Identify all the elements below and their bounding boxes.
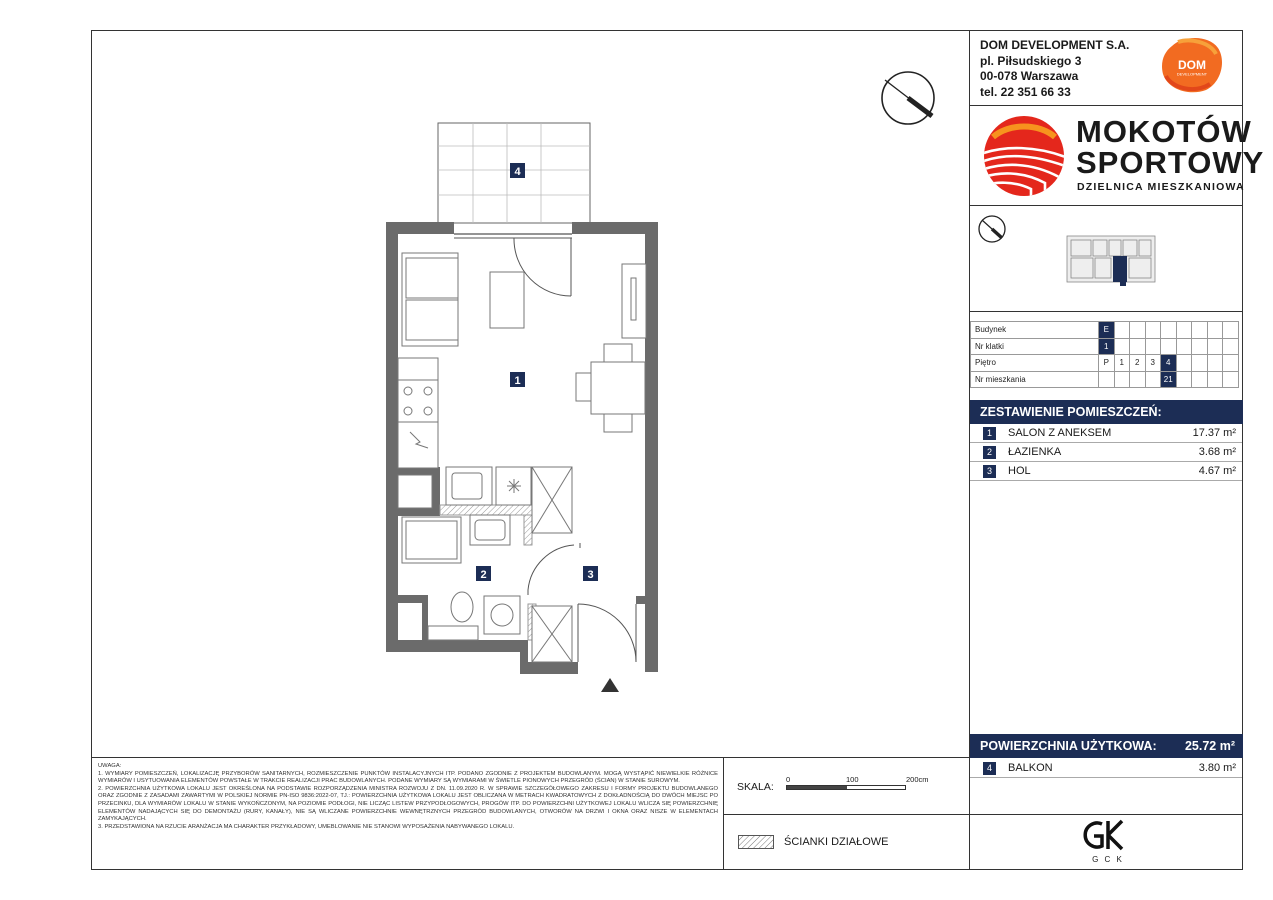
divider xyxy=(969,105,1243,106)
info-cell xyxy=(1192,322,1208,339)
info-cell xyxy=(1130,371,1146,388)
compass-icon xyxy=(882,72,934,124)
info-cell xyxy=(1130,322,1146,339)
room-number: 3 xyxy=(983,465,996,478)
compass-icon-small xyxy=(976,213,1008,245)
usable-area-label: POWIERZCHNIA UŻYTKOWA: xyxy=(980,739,1157,753)
info-cell xyxy=(1176,338,1192,355)
info-cell xyxy=(1114,338,1130,355)
logo-subtext: DEVELOPMENT xyxy=(1176,71,1208,77)
info-cell xyxy=(1114,371,1130,388)
plan-label-balcony: 4 xyxy=(514,166,521,178)
cabinet xyxy=(398,475,432,508)
info-cell xyxy=(1176,322,1192,339)
divider xyxy=(969,205,1243,206)
location-table xyxy=(970,321,1239,388)
room-number: 4 xyxy=(983,762,996,775)
project-title xyxy=(1076,116,1264,178)
info-cell xyxy=(1176,371,1192,388)
scale-tick: 200cm xyxy=(906,775,929,784)
info-cell xyxy=(1145,338,1161,355)
scale-bar xyxy=(786,785,906,790)
usable-area-value: 25.72 m² xyxy=(1184,739,1235,753)
partition-wall xyxy=(524,515,532,545)
scale-tick: 100 xyxy=(846,775,859,784)
info-cell: E xyxy=(1099,322,1115,339)
coffee-table xyxy=(490,272,524,328)
room-row xyxy=(970,444,1242,462)
room-name: SALON Z ANEKSEM xyxy=(1008,427,1112,439)
room-area: 3.68 m² xyxy=(1198,446,1236,458)
entrance-marker xyxy=(601,678,619,692)
info-row xyxy=(971,355,1239,372)
room-area: 3.80 m² xyxy=(1198,762,1236,774)
room-name: ŁAZIENKA xyxy=(1008,446,1062,458)
info-cell xyxy=(1161,322,1177,339)
info-cell xyxy=(1192,371,1208,388)
rooms-header: ZESTAWIENIE POMIESZCZEŃ: xyxy=(970,400,1243,424)
room-name: BALKON xyxy=(1008,762,1053,774)
plan-label-bathroom: 2 xyxy=(480,569,487,581)
info-cell xyxy=(1207,338,1223,355)
company-name: DOM DEVELOPMENT S.A. xyxy=(980,38,1130,52)
note-item: 1. WYMIARY POMIESZCZEŃ, LOKALIZACJĘ PRZYBORÓW SANITARNYCH, ROZMIESZCZENIE PUNKTÓW INSTALACYJNYCH ITP. PODANO ZGODNIE Z PROJEKTEM BUDOWLANYM. MOGĄ WYSTĄPIĆ NIEWIELKIE RÓŻNICE WYMIARÓW I USYTUOWANIA ELEMENTÓW POWSTAŁE W TRAKCIE REALIZACJI PRAC BUDOWLANYCH. PODANE WYMIARY SĄ WYMIARAMI W ŚWIETLE PIONOWYCH PRZEGRÓD (ŚCIAN) W STANIE SUROWYM. xyxy=(98,770,718,785)
dining-table xyxy=(576,344,645,432)
info-label: Budynek xyxy=(971,322,1099,339)
room-number: 1 xyxy=(983,427,996,440)
logo-text: DOM xyxy=(1178,58,1206,72)
plan-label-living: 1 xyxy=(514,375,521,387)
info-cell: 1 xyxy=(1099,338,1115,355)
project-subtitle: DZIELNICA MIESZKANIOWA xyxy=(1077,181,1245,193)
info-row xyxy=(971,322,1239,339)
info-cell: 3 xyxy=(1145,355,1161,372)
info-row xyxy=(971,371,1239,388)
info-cell xyxy=(1192,355,1208,372)
notes-title: UWAGA: xyxy=(98,763,122,769)
info-cell xyxy=(1207,371,1223,388)
bathroom-door xyxy=(528,543,580,595)
dom-development-logo xyxy=(1160,36,1224,94)
info-label: Nr klatki xyxy=(971,338,1099,355)
info-cell xyxy=(1099,371,1115,388)
company-city: 00-078 Warszawa xyxy=(980,69,1079,83)
company-phone: tel. 22 351 66 33 xyxy=(980,84,1071,99)
info-label: Piętro xyxy=(971,355,1099,372)
info-label: Nr mieszkania xyxy=(971,371,1099,388)
divider xyxy=(969,814,1243,815)
company-info xyxy=(980,38,1129,100)
room-row xyxy=(970,425,1242,443)
mokotow-sportowy-logo xyxy=(983,115,1067,197)
company-street: pl. Piłsudskiego 3 xyxy=(980,53,1082,68)
plan-label-hall: 3 xyxy=(587,569,594,581)
scale-tick: 0 xyxy=(786,775,791,784)
legend-label: ŚCIANKI DZIAŁOWE xyxy=(784,836,889,848)
sofa xyxy=(402,253,458,346)
entrance-door xyxy=(578,604,636,662)
note-item: 2. POWIERZCHNIA UŻYTKOWA LOKALU JEST OKREŚLONA NA PODSTAWIE ROZPORZĄDZENIA MINISTRA ROZWOJU Z DN. 11.09.2020 R. W SPRAWIE SZCZEGÓŁOWEGO ZAKRESU I FORMY PROJEKTU BUDOWLANEGO ORAZ ZGODNIE Z ZASADAMI ZAWARTYMI W POLSKIEJ NORMIE PN-ISO 9836:2022-07, TJ.: POWIERZCHNIA UŻYTKOWA LOKALU JEST OBLICZANA W METRACH KWADRATOWYCH Z DOKŁADNOŚCIĄ DO DWÓCH MIEJSC PO PRZECINKU, DLA WYMIARÓW LOKALU W STANIE WYKOŃCZONYM, NA POZIOMIE PODŁOGI, NIE LICZĄC LISTEW PRZYPODŁOGOWYCH, PROGÓW ITP. DO POWIERZCHNI UŻYTKOWEJ LOKALU WLICZA SIĘ POWIERZCHNIĘ ELEMENTÓW NADAJĄCYCH SIĘ DO DEMONTAŻU (RURY, KANAŁY), NIE SĄ WLICZANE POWIERZCHNIE WEWNĘTRZNYCH PRZEGRÓD BUDOWLANYCH, OTWORÓW NA DRZWI I OKNA ORAZ NISZE W ELEMENTACH ZAMYKAJĄCYCH. xyxy=(98,785,718,823)
room-area: 4.67 m² xyxy=(1198,465,1236,477)
note-item: 3. PRZEDSTAWIONA NA RZUCIE ARANŻACJA MA CHARAKTER PRZYKŁADOWY, UMEBLOWANIE NIE STANOWI WYPOSAŻENIA NABYWANEGO LOKALU. xyxy=(98,823,515,830)
info-cell: 4 xyxy=(1161,355,1177,372)
project-title-line2: SPORTOWY xyxy=(1076,145,1265,180)
info-cell xyxy=(1130,338,1146,355)
info-cell xyxy=(1207,355,1223,372)
info-cell xyxy=(1145,371,1161,388)
room-area: 17.37 m² xyxy=(1192,427,1236,439)
info-cell xyxy=(1176,355,1192,372)
usable-area-banner xyxy=(970,734,1243,758)
room-number: 2 xyxy=(983,446,996,459)
info-cell xyxy=(1207,322,1223,339)
key-plan-map xyxy=(1063,230,1159,290)
room-row xyxy=(970,463,1242,481)
scale-label: SKALA: xyxy=(737,781,774,793)
info-cell xyxy=(1223,322,1239,339)
partition-wall-swatch xyxy=(738,835,774,849)
info-cell: P xyxy=(1099,355,1115,372)
info-row xyxy=(971,338,1239,355)
divider xyxy=(723,814,969,815)
info-cell xyxy=(1161,338,1177,355)
info-cell xyxy=(1223,355,1239,372)
info-cell xyxy=(1145,322,1161,339)
info-cell xyxy=(1114,322,1130,339)
gck-letters: G C K xyxy=(1092,855,1124,864)
info-cell xyxy=(1223,338,1239,355)
divider xyxy=(969,311,1243,312)
gck-logo xyxy=(1080,818,1132,852)
balcony-row xyxy=(970,760,1242,778)
project-title-line1: MOKOTÓW xyxy=(1076,114,1252,149)
info-cell xyxy=(1223,371,1239,388)
info-cell xyxy=(1192,338,1208,355)
wardrobe xyxy=(622,264,646,338)
partition-wall xyxy=(440,505,532,515)
info-cell: 1 xyxy=(1114,355,1130,372)
room-name: HOL xyxy=(1008,465,1031,477)
kitchen xyxy=(398,358,438,468)
floor-plan xyxy=(91,30,961,730)
notes-block xyxy=(98,763,718,831)
divider xyxy=(91,757,969,758)
info-cell: 2 xyxy=(1130,355,1146,372)
info-cell: 21 xyxy=(1161,371,1177,388)
